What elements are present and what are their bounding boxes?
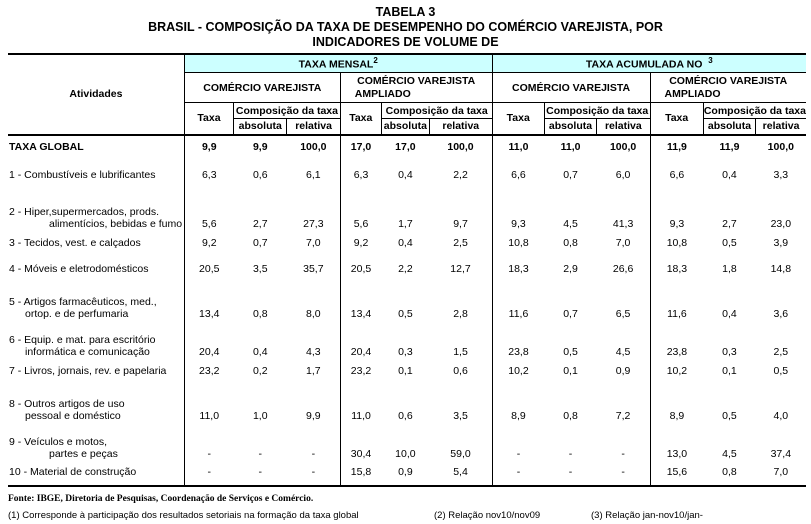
header-taxa: Taxa: [492, 103, 544, 135]
header-composicao: Composição da taxa: [703, 104, 806, 117]
table-cell: 0,4: [398, 236, 413, 249]
row-label: 10 - Material de construção: [9, 466, 137, 478]
table-cell: 2,2: [453, 169, 468, 181]
table-cell: 9,7: [453, 217, 468, 230]
table-cell: 6,6: [492, 159, 544, 192]
table-cell: 1,8: [722, 262, 737, 275]
table-cell: -: [568, 466, 573, 478]
table-cell: 59,0: [450, 447, 471, 460]
table-cell: 20,5: [340, 256, 381, 282]
table-cell: 20,4: [184, 320, 233, 358]
table-cell: -: [184, 422, 233, 460]
table-cell: 100,0: [300, 141, 327, 153]
table-cell: 4,5: [563, 217, 578, 230]
table-cell: 10,0: [395, 447, 416, 460]
table-cell: 1,0: [252, 409, 268, 422]
table-cell: 9,2: [340, 230, 381, 256]
table-cell: 4,3: [306, 345, 321, 358]
header-comercio-varejista-mensal: COMÉRCIO VAREJISTA: [184, 73, 340, 103]
table-cell: 3,5: [453, 409, 468, 422]
table-cell: -: [258, 466, 263, 478]
table-cell: 3,5: [252, 262, 268, 275]
table-cell: 6,3: [340, 159, 381, 192]
header-atividades: Atividades: [8, 54, 184, 135]
table-cell: 5,6: [184, 192, 233, 230]
table-row: [8, 358, 806, 384]
table-cell: 17,0: [340, 135, 381, 159]
row-label: 2 - Hiper,supermercados, prods. alimentícios, bebidas e fumo: [9, 205, 183, 230]
header-composicao: Composição da taxa: [381, 103, 492, 119]
table-cell: 0,5: [398, 307, 413, 320]
header-taxa: Taxa: [650, 103, 703, 135]
table-row: [8, 256, 806, 282]
table-cell: 8,9: [650, 384, 703, 422]
table-row: [8, 159, 806, 192]
header-absoluta: absoluta: [703, 119, 755, 135]
table-cell: 26,6: [612, 262, 634, 275]
table-cell: 1,5: [453, 345, 468, 358]
header-composicao: Composição da taxa: [234, 103, 341, 119]
table-number: TABELA 3: [375, 5, 436, 19]
table-row: [8, 384, 806, 422]
table-cell: 30,4: [340, 422, 381, 460]
table-cell: 0,8: [563, 236, 578, 249]
table-cell: 18,3: [650, 256, 703, 282]
table-cell: 0,1: [563, 364, 578, 377]
header-taxa: Taxa: [340, 103, 381, 135]
table-cell: -: [568, 447, 573, 460]
table-cell: 15,8: [340, 460, 381, 486]
header-taxa: Taxa: [184, 103, 233, 135]
table-cell: -: [492, 460, 544, 486]
table-cell: 2,8: [453, 307, 468, 320]
table-cell: 9,9: [252, 141, 268, 153]
table-cell: 0,7: [563, 307, 578, 320]
table-cell: 0,6: [398, 409, 413, 422]
row-label: 8 - Outros artigos de uso pessoal e doméstico: [9, 397, 125, 422]
table-cell: 0,4: [252, 345, 268, 358]
header-taxa-acumulada: TAXA ACUMULADA NO $^3$: [492, 54, 806, 73]
row-label: 6 - Equip. e mat. para escritório informática e comunicação: [9, 333, 156, 358]
table-cell: 0,4: [722, 307, 737, 320]
table-cell: 11,0: [560, 141, 581, 153]
table-cell: 41,3: [612, 217, 634, 230]
table-row: [8, 230, 806, 256]
table-cell: 7,0: [306, 236, 321, 249]
table-cell: 35,7: [303, 262, 324, 275]
table-cell: 0,7: [252, 236, 268, 249]
table-cell: 9,9: [306, 409, 321, 422]
header-absoluta: absoluta: [234, 119, 287, 135]
table-cell: 0,4: [722, 169, 737, 181]
table-cell: 0,3: [722, 345, 737, 358]
table-cell: 23,8: [492, 320, 544, 358]
table-cell: 2,5: [453, 236, 468, 249]
table-cell: 9,3: [492, 192, 544, 230]
table-cell: 0,8: [722, 466, 737, 478]
table-cell: 9,2: [184, 230, 233, 256]
table-cell: 0,5: [722, 236, 737, 249]
header-relativa: relativa: [597, 119, 650, 135]
footnote-1: (1) Corresponde à participação dos resultados setoriais na formação da taxa global: [8, 510, 359, 521]
table-cell: -: [621, 447, 625, 460]
row-label: 1 - Combustíveis e lubrificantes: [9, 169, 156, 181]
table-cell: -: [258, 447, 263, 460]
table-cell: 3,6: [773, 307, 789, 320]
table-cell: 3,9: [773, 236, 789, 249]
table-cell: 11,6: [492, 282, 544, 320]
table-cell: 5,4: [453, 466, 468, 478]
table-cell: 2,7: [722, 217, 737, 230]
table-cell: 10,2: [650, 358, 703, 384]
table-row: [8, 282, 806, 320]
table-cell: 0,1: [398, 364, 413, 377]
header-absoluta: absoluta: [381, 119, 429, 135]
table-cell: 2,9: [563, 262, 578, 275]
table-cell: 10,8: [492, 230, 544, 256]
footer-source: Fonte: IBGE, Diretoria de Pesquisas, Coordenação de Serviços e Comércio.: [8, 494, 314, 504]
footnote-3: (3) Relação jan-nov10/jan-: [591, 510, 703, 521]
table-cell: 10,8: [650, 230, 703, 256]
table-cell: 11,0: [184, 384, 233, 422]
table-cell: 0,4: [398, 169, 413, 181]
table-cell: 4,0: [773, 409, 789, 422]
table-row: [8, 460, 806, 486]
table-cell: 2,5: [773, 345, 789, 358]
table-cell: 6,6: [650, 159, 703, 192]
table-row-global: [8, 135, 806, 159]
table-cell: 6,1: [306, 169, 321, 181]
data-table: [8, 53, 806, 487]
row-label: TAXA GLOBAL: [9, 141, 84, 153]
header-relativa: relativa: [287, 119, 340, 135]
table-cell: 18,3: [492, 256, 544, 282]
table-cell: 0,8: [252, 307, 268, 320]
table-row: [8, 192, 806, 230]
table-cell: 7,0: [615, 236, 631, 249]
table-cell: 0,3: [398, 345, 413, 358]
table-cell: 7,0: [773, 466, 789, 478]
table-cell: -: [184, 460, 233, 486]
table-cell: 2,2: [398, 262, 413, 275]
row-label: 4 - Móveis e eletrodomésticos: [9, 262, 149, 275]
table-cell: -: [621, 466, 625, 478]
header-composicao: Composição da taxa: [546, 104, 649, 117]
row-label: 3 - Tecidos, vest. e calçados: [9, 236, 141, 249]
header-absoluta: absoluta: [544, 119, 596, 135]
table-cell: 17,0: [395, 141, 416, 153]
table-cell: 13,4: [340, 282, 381, 320]
table-cell: 0,6: [252, 169, 268, 181]
table-cell: 27,3: [303, 217, 324, 230]
table-cell: 13,0: [650, 422, 703, 460]
header-comercio-ampliado-mensal: COMÉRCIO VAREJISTA AMPLIADO: [340, 73, 492, 103]
table-cell: 11,0: [492, 135, 544, 159]
table-cell: -: [311, 466, 316, 478]
table-cell: 0,5: [722, 409, 737, 422]
header-relativa: relativa: [756, 119, 806, 135]
table-cell: 23,2: [184, 358, 233, 384]
table-cell: 37,4: [770, 447, 792, 460]
table-cell: 6,5: [615, 307, 631, 320]
table-cell: 100,0: [767, 141, 794, 153]
row-label: 5 - Artigos farmacêuticos, med., ortop. e de perfumaria: [9, 295, 157, 320]
table-row: [8, 422, 806, 460]
table-cell: 10,2: [492, 358, 544, 384]
table-cell: 20,4: [340, 320, 381, 358]
table-cell: 0,7: [563, 169, 578, 181]
table-cell: 0,1: [722, 364, 737, 377]
table-cell: 0,2: [252, 364, 268, 377]
header-relativa: relativa: [429, 119, 492, 135]
table-cell: 11,0: [340, 384, 381, 422]
table-cell: 0,6: [453, 364, 468, 377]
table-title: BRASIL - COMPOSIÇÃO DA TAXA DE DESEMPENHO DO COMÉRCIO VAREJISTA, POR: [148, 20, 663, 34]
table-cell: 11,9: [719, 141, 740, 153]
table-cell: 0,8: [563, 409, 578, 422]
table-cell: 8,9: [492, 384, 544, 422]
header-taxa-mensal: TAXA MENSAL$^2$: [184, 54, 492, 73]
table-cell: 4,5: [615, 345, 631, 358]
table-cell: 0,9: [615, 364, 631, 377]
row-label: 9 - Veículos e motos, partes e peças: [9, 435, 118, 460]
table-cell: 0,5: [563, 345, 578, 358]
header-comercio-ampliado-acumulada: COMÉRCIO VAREJISTA AMPLIADO: [650, 73, 806, 103]
table-cell: 9,9: [184, 135, 233, 159]
table-cell: 100,0: [447, 141, 474, 153]
table-cell: 12,7: [450, 262, 471, 275]
table-cell: 13,4: [184, 282, 233, 320]
table-cell: 5,6: [340, 192, 381, 230]
table-cell: 3,3: [773, 169, 789, 181]
header-comercio-varejista-acumulada: COMÉRCIO VAREJISTA: [492, 73, 650, 103]
table-cell: 0,5: [773, 364, 789, 377]
table-cell: 11,6: [650, 282, 703, 320]
table-cell: 1,7: [398, 217, 413, 230]
table-cell: 11,9: [650, 135, 703, 159]
table-cell: 6,3: [184, 159, 233, 192]
table-title-line2: INDICADORES DE VOLUME DE: [312, 35, 499, 49]
table-cell: 15,6: [650, 460, 703, 486]
table-cell: 9,3: [650, 192, 703, 230]
row-label: 7 - Livros, jornais, rev. e papelaria: [9, 364, 167, 377]
table-cell: 6,0: [615, 169, 631, 181]
table-cell: 8,0: [306, 307, 321, 320]
table-cell: -: [492, 422, 544, 460]
table-cell: 7,2: [615, 409, 631, 422]
table-cell: 23,8: [650, 320, 703, 358]
table-cell: 1,7: [306, 364, 321, 377]
table-cell: 4,5: [722, 447, 737, 460]
footnote-2: (2) Relação nov10/nov09: [434, 510, 541, 521]
table-cell: 20,5: [184, 256, 233, 282]
table-row: [8, 320, 806, 358]
table-cell: 23,0: [770, 217, 792, 230]
table-cell: 100,0: [609, 141, 637, 153]
table-cell: 23,2: [340, 358, 381, 384]
table-cell: 0,9: [398, 466, 413, 478]
table-cell: 2,7: [252, 217, 268, 230]
table-cell: -: [311, 447, 316, 460]
table-cell: 14,8: [770, 262, 792, 275]
